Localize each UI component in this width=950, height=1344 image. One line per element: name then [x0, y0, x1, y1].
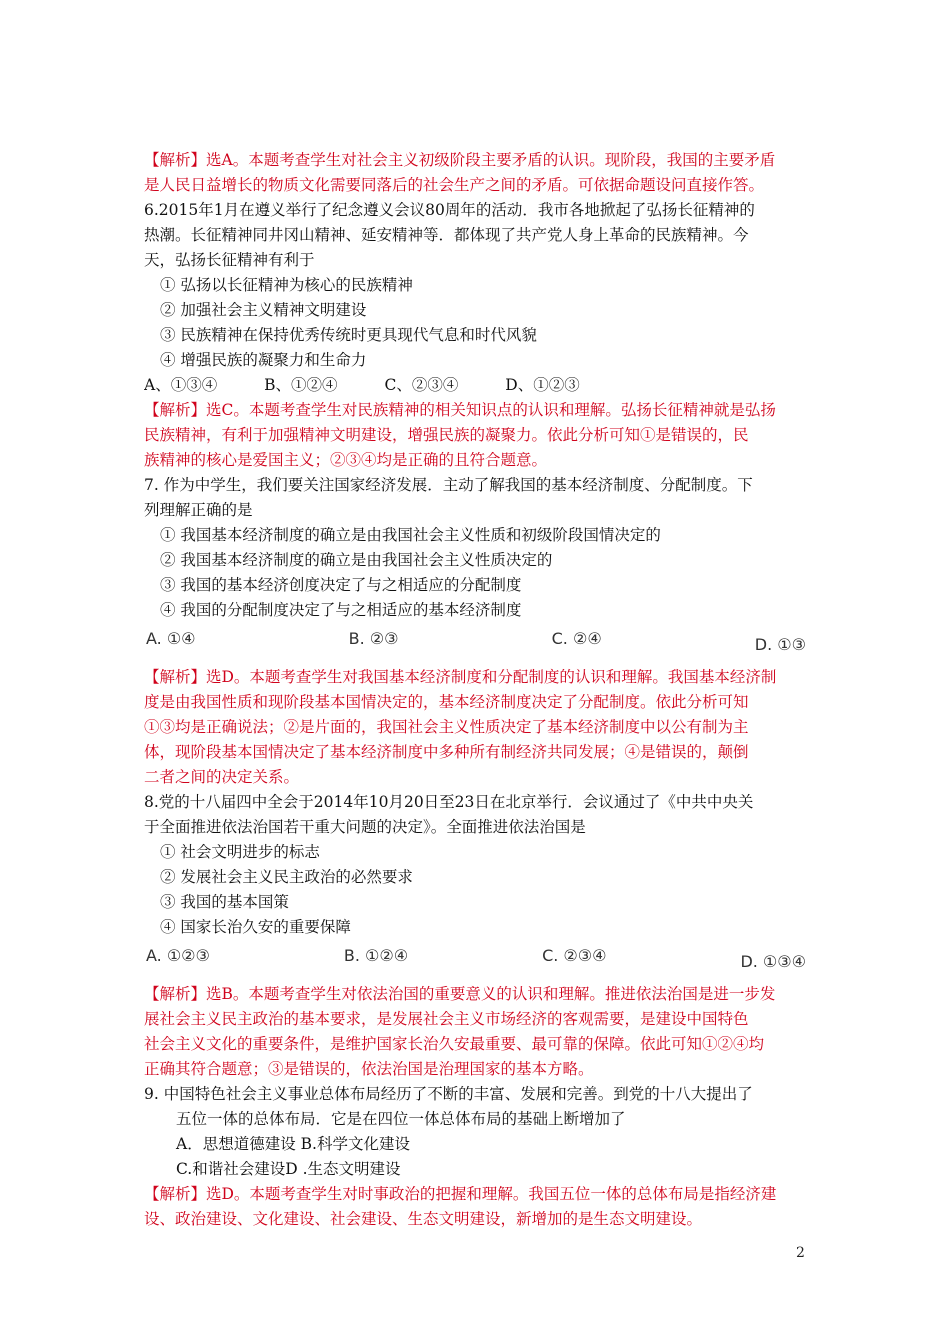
- q8-analysis-line: 正确其符合题意；③是错误的，依法治国是治理国家的基本方略。: [144, 1060, 594, 1078]
- q5-analysis-line: 是人民日益增长的物质文化需要同落后的社会生产之间的矛盾。可依据命题设问直接作答。: [144, 176, 765, 194]
- q7-options: [144, 623, 810, 653]
- q7-analysis-line: 【解析】选D。本题考查学生对我国基本经济制度和分配制度的认识和理解。我国基本经济制: [144, 668, 777, 686]
- q7-analysis-line: 体，现阶段基本国情决定了基本经济制度中多种所有制经济共同发展；④是错误的，颠倒: [144, 743, 749, 761]
- page-number: 2: [796, 1245, 805, 1261]
- question-7: [144, 473, 810, 790]
- q7-option-c: C. ②④: [551, 628, 602, 648]
- q8-stem-line: 8.党的十八届四中全会于2014年10月20日至23日在北京举行．会议通过了《中共中央关: [144, 793, 754, 811]
- q8-stem-line: 于全面推进依法治国若干重大问题的决定》。全面推进依法治国是: [144, 818, 586, 836]
- q9-options-line: A．思想道德建设 B.科学文化建设: [176, 1135, 410, 1153]
- question-9: [144, 1082, 810, 1232]
- q6-option-b: B、①②④: [264, 376, 338, 394]
- q8-item: ① 社会文明进步的标志: [160, 843, 320, 861]
- q6-analysis-line: 族精神的核心是爱国主义；②③④均是正确的且符合题意。: [144, 451, 548, 469]
- q8-analysis-line: 社会主义文化的重要条件，是维护国家长治久安最重要、最可靠的保障。依此可知①②④均: [144, 1035, 765, 1053]
- q9-stem-line: 9. 中国特色社会主义事业总体布局经历了不断的丰富、发展和完善。到党的十八大提出了: [144, 1085, 753, 1103]
- q9-analysis-line: 设、政治建设、文化建设、社会建设、生态文明建设，新增加的是生态文明建设。: [144, 1210, 703, 1228]
- q7-analysis-line: 二者之间的决定关系。: [144, 768, 300, 786]
- q6-option-d: D、①②③: [505, 376, 580, 394]
- q7-item: ② 我国基本经济制度的确立是由我国社会主义性质决定的: [160, 551, 553, 569]
- q6-stem-line: 天，弘扬长征精神有利于: [144, 251, 315, 269]
- question-8: [144, 790, 810, 1082]
- q7-option-b: B. ②③: [348, 628, 399, 648]
- q6-analysis-line: 民族精神，有利于加强精神文明建设，增强民族的凝聚力。依此分析可知①是错误的，民: [144, 426, 749, 444]
- q7-option-a: A. ①④: [146, 628, 196, 648]
- q7-analysis-line: 度是由我国性质和现阶段基本国情决定的，基本经济制度决定了分配制度。依此分析可知: [144, 693, 749, 711]
- q6-item: ① 弘扬以长征精神为核心的民族精神: [160, 276, 413, 294]
- q9-options-line: C.和谐社会建设D .生态文明建设: [176, 1160, 401, 1178]
- q8-options: [144, 940, 810, 970]
- q8-item: ④ 国家长治久安的重要保障: [160, 918, 351, 936]
- q8-option-d: D. ①③④: [740, 951, 806, 971]
- q5-analysis-line: 【解析】选A。本题考查学生对社会主义初级阶段主要矛盾的认识。现阶段，我国的主要矛盾: [144, 151, 776, 169]
- q7-option-d: D. ①③: [754, 634, 806, 654]
- q6-item: ④ 增强民族的凝聚力和生命力: [160, 351, 367, 369]
- q6-analysis-line: 【解析】选C。本题考查学生对民族精神的相关知识点的认识和理解。弘扬长征精神就是弘扬: [144, 401, 776, 419]
- q6-item: ③ 民族精神在保持优秀传统时更具现代气息和时代风貌: [160, 326, 537, 344]
- q7-analysis-line: ①③均是正确说法；②是片面的，我国社会主义性质决定了基本经济制度中以公有制为主: [144, 718, 749, 736]
- q9-stem-line: 五位一体的总体布局．它是在四位一体总体布局的基础上断增加了: [176, 1110, 626, 1128]
- q7-item: ① 我国基本经济制度的确立是由我国社会主义性质和初级阶段国情决定的: [160, 526, 661, 544]
- q6-stem-line: 6.2015年1月在遵义举行了纪念遵义会议80周年的活动．我市各地掀起了弘扬长征精神的: [144, 201, 755, 219]
- q8-item: ③ 我国的基本国策: [160, 893, 289, 911]
- q7-item: ③ 我国的基本经济创度决定了与之相适应的分配制度: [160, 576, 522, 594]
- q7-stem-line: 列理解正确的是: [144, 501, 253, 519]
- q8-analysis-line: 展社会主义民主政治的基本要求，是发展社会主义市场经济的客观需要，是建设中国特色: [144, 1010, 749, 1028]
- document-page: [144, 148, 810, 1232]
- q8-analysis-line: 【解析】选B。本题考查学生对依法治国的重要意义的认识和理解。推进依法治国是进一步发: [144, 985, 776, 1003]
- q7-item: ④ 我国的分配制度决定了与之相适应的基本经济制度: [160, 601, 522, 619]
- q6-options: [144, 373, 810, 398]
- q6-stem-line: 热潮。长征精神同井冈山精神、延安精神等．都体现了共产党人身上革命的民族精神。今: [144, 226, 749, 244]
- q6-option-c: C、②③④: [384, 376, 459, 394]
- q8-option-b: B. ①②④: [343, 945, 409, 965]
- q7-stem-line: 7. 作为中学生，我们要关注国家经济发展．主动了解我国的基本经济制度、分配制度。下: [144, 476, 753, 494]
- q6-item: ② 加强社会主义精神文明建设: [160, 301, 367, 319]
- q8-option-a: A. ①②③: [146, 945, 210, 965]
- q6-option-a: A、①③④: [144, 376, 218, 394]
- q9-analysis-line: 【解析】选D。本题考查学生对时事政治的把握和理解。我国五位一体的总体布局是指经济建: [144, 1185, 777, 1203]
- question-6: [144, 198, 810, 473]
- q8-option-c: C. ②③④: [542, 945, 607, 965]
- q8-item: ② 发展社会主义民主政治的必然要求: [160, 868, 413, 886]
